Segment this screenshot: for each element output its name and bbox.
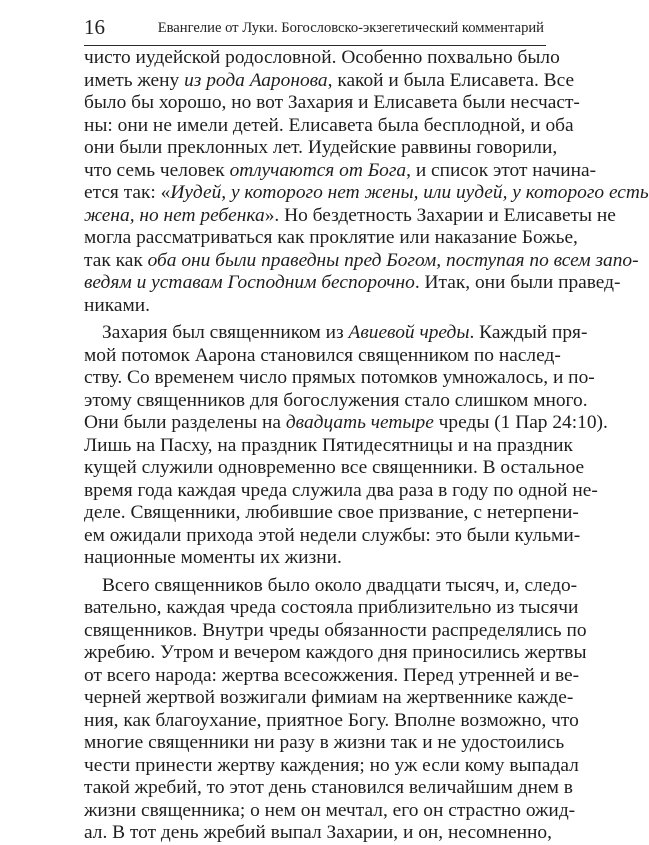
text-segment: ния, как благоухание, приятное Богу. Вполне возможно, что [84,709,579,731]
text-segment: ству. Со временем число прямых потомков умножалось, и по- [84,367,595,388]
text-segment: чести принести жертву каждения; но уж если кому выпадал [84,754,579,776]
header-rule [84,45,546,46]
text-line [84,709,579,733]
text-line [84,547,552,570]
text-segment: священников. Внутри чреды обязанности распределялись по [84,619,587,641]
text-segment: Захария был священником из [102,322,349,343]
text-segment: Они были разделены на [84,412,286,433]
text-line [84,249,639,273]
italic-quote-segment: жена, но нет ребенка [84,204,265,226]
text-line [84,597,579,620]
text-line [84,272,621,295]
text-segment: , какой и была Елисавета. Все [327,69,575,91]
text-line [84,412,608,435]
text-segment: этому священников для богослужения стало слишком много. [84,389,588,411]
italic-quote-segment: Авиевой чреды [348,322,470,343]
text-segment: ал. В тот день жребий выпал Захарии, и он, несомненно, [84,822,552,843]
page-header [84,12,546,46]
text-line [84,524,581,548]
text-line [84,434,573,458]
paragraph [84,570,587,845]
text-segment: ется так: « [84,182,171,203]
text-line [84,754,579,778]
page-number: 16 [84,15,105,39]
italic-quote-segment: двадцать четыре [285,412,434,433]
text-segment: многие священники ни разу в жизни так и не удостоились [84,732,565,753]
text-segment: ем ожидали прихода этой недели службы: это были кульми- [84,524,581,546]
text-line [84,137,558,160]
italic-quote-segment: отлучаются от Бога [229,159,407,181]
italic-quote-segment: ведям и уставам Господним беспорочно [84,272,415,293]
text-segment: так как [84,249,148,271]
text-line [84,227,578,250]
text-segment: что семь человек [84,159,230,181]
running-title: Евангелие от Луки. Богословско-экзегетический комментарий [157,20,544,36]
text-segment: жребию. Утром и вечером каждого дня приносились жертвы [84,642,587,663]
text-line [84,69,575,93]
text-segment: от всего народа: жертва всесожжения. Перед утренней и ве- [84,664,580,686]
text-line [84,642,587,665]
text-segment: чисто иудейской родословной. Особенно похвально было [84,47,560,68]
text-segment: могла рассматриваться как проклятие или наказание Божье, [84,227,578,248]
text-line [84,322,588,345]
text-line [84,777,573,800]
text-line [84,664,580,688]
text-line [84,389,588,413]
text-line [84,574,578,598]
italic-quote-segment: оба они были праведны пред Богом, поступая по всем запо- [147,249,639,271]
text-segment: время года каждая чреда служила два раза в году по одной не- [84,479,598,501]
text-segment: . Итак, они были правед- [414,272,621,293]
text-segment: никами. [84,294,150,316]
body-text [84,47,649,845]
text-line [84,114,574,138]
text-segment: иметь жену [84,69,185,91]
text-line [84,822,552,845]
text-segment: кущей служили одновременно все священники. В остальное [84,457,585,478]
text-line [84,799,576,823]
text-line [84,619,587,643]
text-segment: такой жребий, то этот день становился величайшим днем в [84,777,573,798]
text-line [84,344,561,368]
text-line [84,367,595,390]
text-segment: Всего священников было около двадцати тысяч, и, следо- [102,574,578,596]
text-line [84,687,574,710]
text-line [84,47,560,70]
text-line [84,479,598,503]
text-segment: ». Но бездетность Захарии и Елисаветы не [264,204,616,226]
text-line [84,204,616,228]
text-segment: ны: они не имели детей. Елисавета была бесплодной, и оба [84,114,574,136]
text-segment: Лишь на Пасху, на праздник Пятидесятницы и на праздник [84,434,573,456]
text-segment: они были преклонных лет. Иудейские раввины говорили, [84,137,558,158]
text-segment: , и список этот начина- [406,159,597,181]
text-segment: деле. Священники, любившие свое призвание, с нетерпени- [84,502,579,523]
text-segment: вательно, каждая чреда состояла приблизительно из тысячи [84,597,579,618]
text-line [84,92,580,115]
text-segment: было бы хорошо, но вот Захария и Елисавета были несчаст- [84,92,580,113]
text-line [84,295,552,318]
text-line [84,159,597,183]
text-line [84,182,649,205]
italic-quote-segment: Иудей, у которого нет жены, или иудей, у которого есть [170,182,649,203]
text-segment: . Каждый пря- [469,322,588,343]
paragraph [84,47,649,317]
text-segment: жизни священника; о нем он мечтал, его он страстно ожид- [84,799,576,821]
text-segment: национные моменты их жизни. [84,547,342,568]
text-line [84,732,565,755]
text-segment: чреды (1 Пар 24:10). [433,412,608,433]
paragraph [84,317,608,570]
text-line [84,457,585,480]
italic-quote-segment: из рода Ааронова [184,69,328,91]
text-segment: черней жертвой возжигали фимиам на жертвеннике кажде- [84,687,574,708]
text-segment: мой потомок Аарона становился священником по наслед- [84,344,561,366]
text-line [84,502,579,525]
